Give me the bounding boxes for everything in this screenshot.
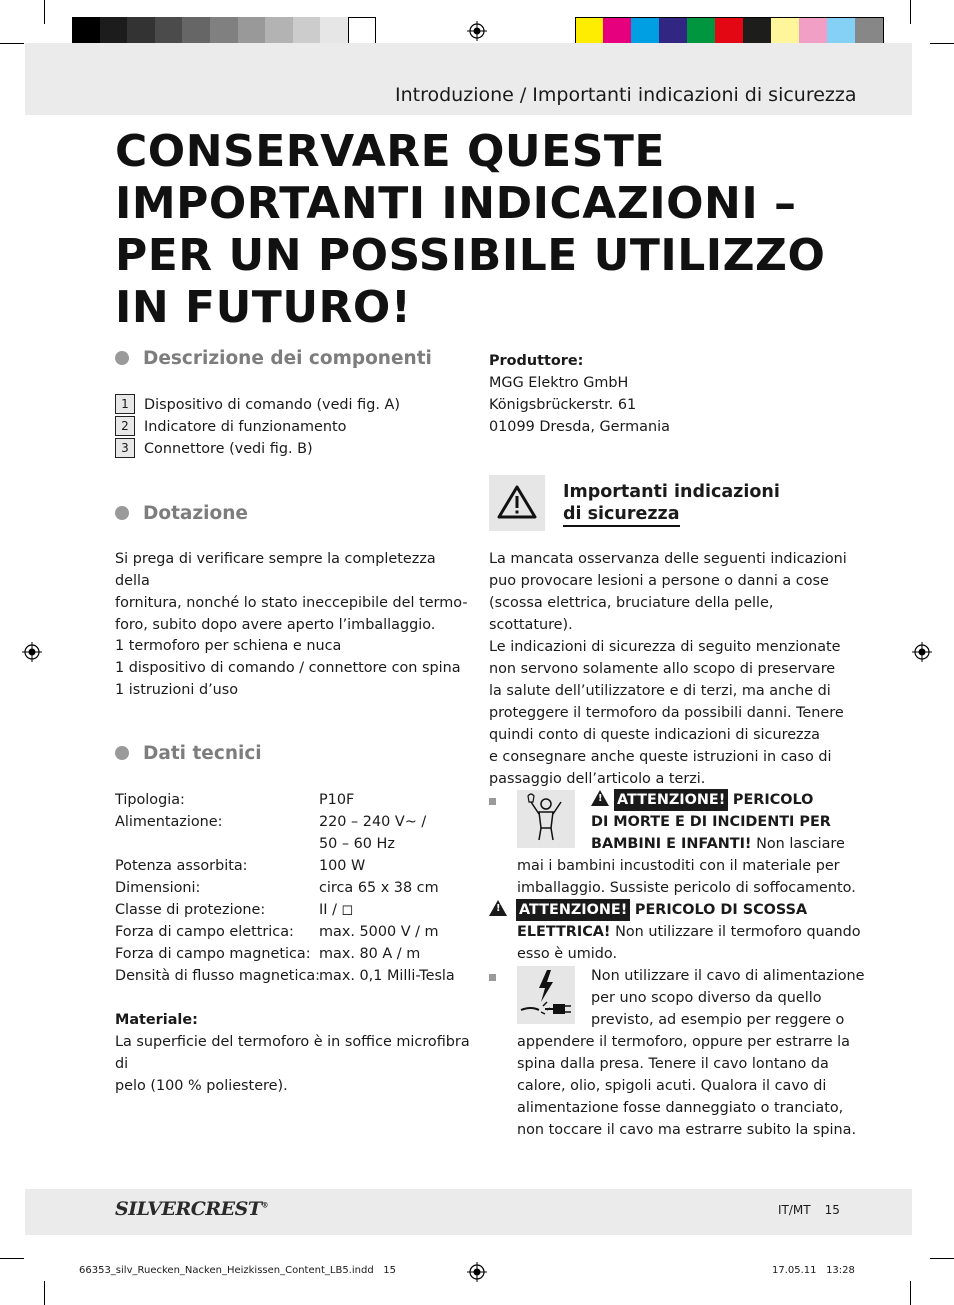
gray-swatch [182, 17, 210, 46]
color-bar-border [575, 17, 884, 46]
gray-swatch [210, 17, 238, 46]
safety-heading: Importanti indicazioni di sicurezza [563, 481, 780, 527]
section-heading-tech: Dati tecnici [115, 743, 262, 764]
warning-triangle-icon: ! [591, 790, 609, 806]
component-number: 1 [115, 394, 135, 414]
gray-swatch [238, 17, 266, 46]
list-item: 1 Dispositivo di comando (vedi fig. A) [115, 394, 400, 416]
material-text: La superficie del termoforo è in soffice microfibra di pelo (100 % poliestere). [115, 1034, 470, 1094]
spec-row: Tipologia: P10F [115, 792, 355, 808]
list-item: 3 Connettore (vedi fig. B) [115, 438, 313, 460]
main-title-line: CONSERVARE QUESTE [115, 126, 665, 177]
gray-swatch [72, 17, 100, 46]
gray-swatch [293, 17, 321, 46]
bullet-dot-icon [115, 351, 129, 365]
spec-row: Potenza assorbita: 100 W [115, 858, 366, 874]
print-slug-file: 66353_silv_Ruecken_Nacken_Heizkissen_Content_LB5.indd 15 [79, 1265, 396, 1276]
spec-row: Alimentazione: 220 – 240 V~ / [115, 814, 427, 830]
gray-swatch [155, 17, 183, 46]
warning-shock-line1: ! ATTENZIONE! PERICOLO DI SCOSSA [489, 899, 807, 921]
warning-child-line2: DI MORTE E DI INCIDENTI PER [591, 814, 831, 830]
dotazione-paragraph: Si prega di verificare sempre la completezza della fornitura, nonché lo stato ineccepibile del termo- foro, subito dopo avere aperto l’imballaggio. [115, 551, 468, 633]
page-number: 15 [824, 1203, 840, 1217]
bullet-square-icon [489, 798, 496, 805]
crop-mark [44, 0, 45, 24]
registration-mark-icon [467, 1262, 487, 1282]
main-title-line: PER UN POSSIBILE UTILIZZO [115, 230, 826, 281]
list-item: 1 termoforo per schiena e nuca [115, 638, 342, 654]
warning-triangle-icon [489, 475, 545, 531]
print-slug-date: 17.05.11 13:28 [772, 1265, 855, 1276]
warning-triangle-icon: ! [489, 900, 507, 916]
crop-mark [44, 1281, 45, 1305]
section-heading-dotazione: Dotazione [115, 503, 248, 524]
language-code: IT/MT [778, 1203, 811, 1217]
warning-icon-box [489, 475, 545, 531]
main-title [115, 126, 875, 334]
producer-block: Produttore: MGG Elektro GmbH Königsbrückerstr. 61 01099 Dresda, Germania [489, 350, 839, 438]
cable-hazard-icon-box [517, 966, 575, 1024]
warning-cable-long: appendere il termoforo, oppure per estrarre la spina dalla presa. Tenere il cavo lontano da calore, olio, spigoli acuti. Qualora il cavo di alimentazione fosse danneggiato o tranciato, non toccare il cavo ma estrarre subito la spina. [517, 1034, 857, 1138]
child-with-bag-icon [517, 790, 575, 848]
warning-child-line1: ! ATTENZIONE! PERICOLO [591, 789, 851, 811]
warning-shock-line2: ELETTRICA! Non utilizzare il termoforo quando [517, 924, 861, 940]
page-footer [778, 1203, 840, 1217]
spec-row: Forza di campo magnetica: max. 80 A / m [115, 946, 421, 962]
spec-row: Classe di protezione: II / ◻ [115, 902, 354, 918]
registration-mark-icon [467, 21, 487, 41]
registration-mark-icon [912, 642, 932, 662]
list-item: 1 istruzioni d’uso [115, 682, 239, 698]
main-title-line: IN FUTURO! [115, 282, 412, 333]
material-label: Materiale: [115, 1012, 198, 1028]
safety-intro: La mancata osservanza delle seguenti indicazioni puo provocare lesioni a persone o danni a cose (scossa elettrica, bruciature della pelle, scottature). Le indicazioni di sicurezza di seguito menzionate non servono solamente allo scopo di preservare la salute dell’utilizzatore e di terzi, ma anche di proteggere il termoforo da possibili danni. Tenere quindi conto di queste indicazioni di sicurezza e consegnare anche queste istruzioni in caso di passaggio dell’articolo a terzi. [489, 551, 847, 787]
warning-child-line5: imballaggio. Sussiste pericolo di soffocamento. [517, 880, 856, 896]
attention-label: ATTENZIONE! [516, 899, 630, 921]
registration-mark-icon [22, 642, 42, 662]
bullet-dot-icon [115, 506, 129, 520]
crop-mark [0, 1258, 24, 1259]
spec-row: Densità di flusso magnetica: max. 0,1 Milli-Tesla [115, 968, 455, 984]
warning-cable-short: Non utilizzare il cavo di alimentazione per uno scopo diverso da quello previsto, ad esempio per reggere o [591, 968, 865, 1028]
crop-mark [930, 43, 954, 44]
crop-mark [930, 1258, 954, 1259]
bullet-square-icon [489, 974, 496, 981]
crop-mark [910, 0, 911, 24]
crop-mark [910, 1281, 911, 1305]
list-item: 2 Indicatore di funzionamento [115, 416, 346, 438]
warning-child-line3: BAMBINI E INFANTI! Non lasciare [591, 836, 845, 852]
broken-cable-lightning-icon [517, 966, 575, 1024]
dotazione-list [115, 635, 475, 701]
gray-swatch [100, 17, 128, 46]
gray-swatch [348, 17, 376, 46]
gray-swatch [265, 17, 293, 46]
brand-logo: SILVERCREST® [115, 1198, 268, 1220]
page-header-title: Introduzione / Importanti indicazioni di sicurezza [395, 84, 857, 106]
gray-swatch [320, 17, 348, 46]
attention-label: ATTENZIONE! [614, 789, 728, 811]
spec-row: Dimensioni: circa 65 x 38 cm [115, 880, 439, 896]
component-number: 2 [115, 416, 135, 436]
main-title-line: IMPORTANTI INDICAZIONI – [115, 178, 797, 229]
child-hazard-icon-box [517, 790, 575, 848]
component-number: 3 [115, 438, 135, 458]
producer-label: Produttore: [489, 353, 584, 369]
spec-row: Forza di campo elettrica: max. 5000 V / m [115, 924, 439, 940]
warning-child-line4: mai i bambini incustoditi con il materiale per [517, 858, 840, 874]
gray-swatch [127, 17, 155, 46]
section-heading-components: Descrizione dei componenti [115, 348, 432, 369]
warning-shock-line3: esso è umido. [517, 946, 618, 962]
crop-mark [0, 43, 24, 44]
list-item: 1 dispositivo di comando / connettore con spina [115, 660, 461, 676]
bullet-dot-icon [115, 746, 129, 760]
